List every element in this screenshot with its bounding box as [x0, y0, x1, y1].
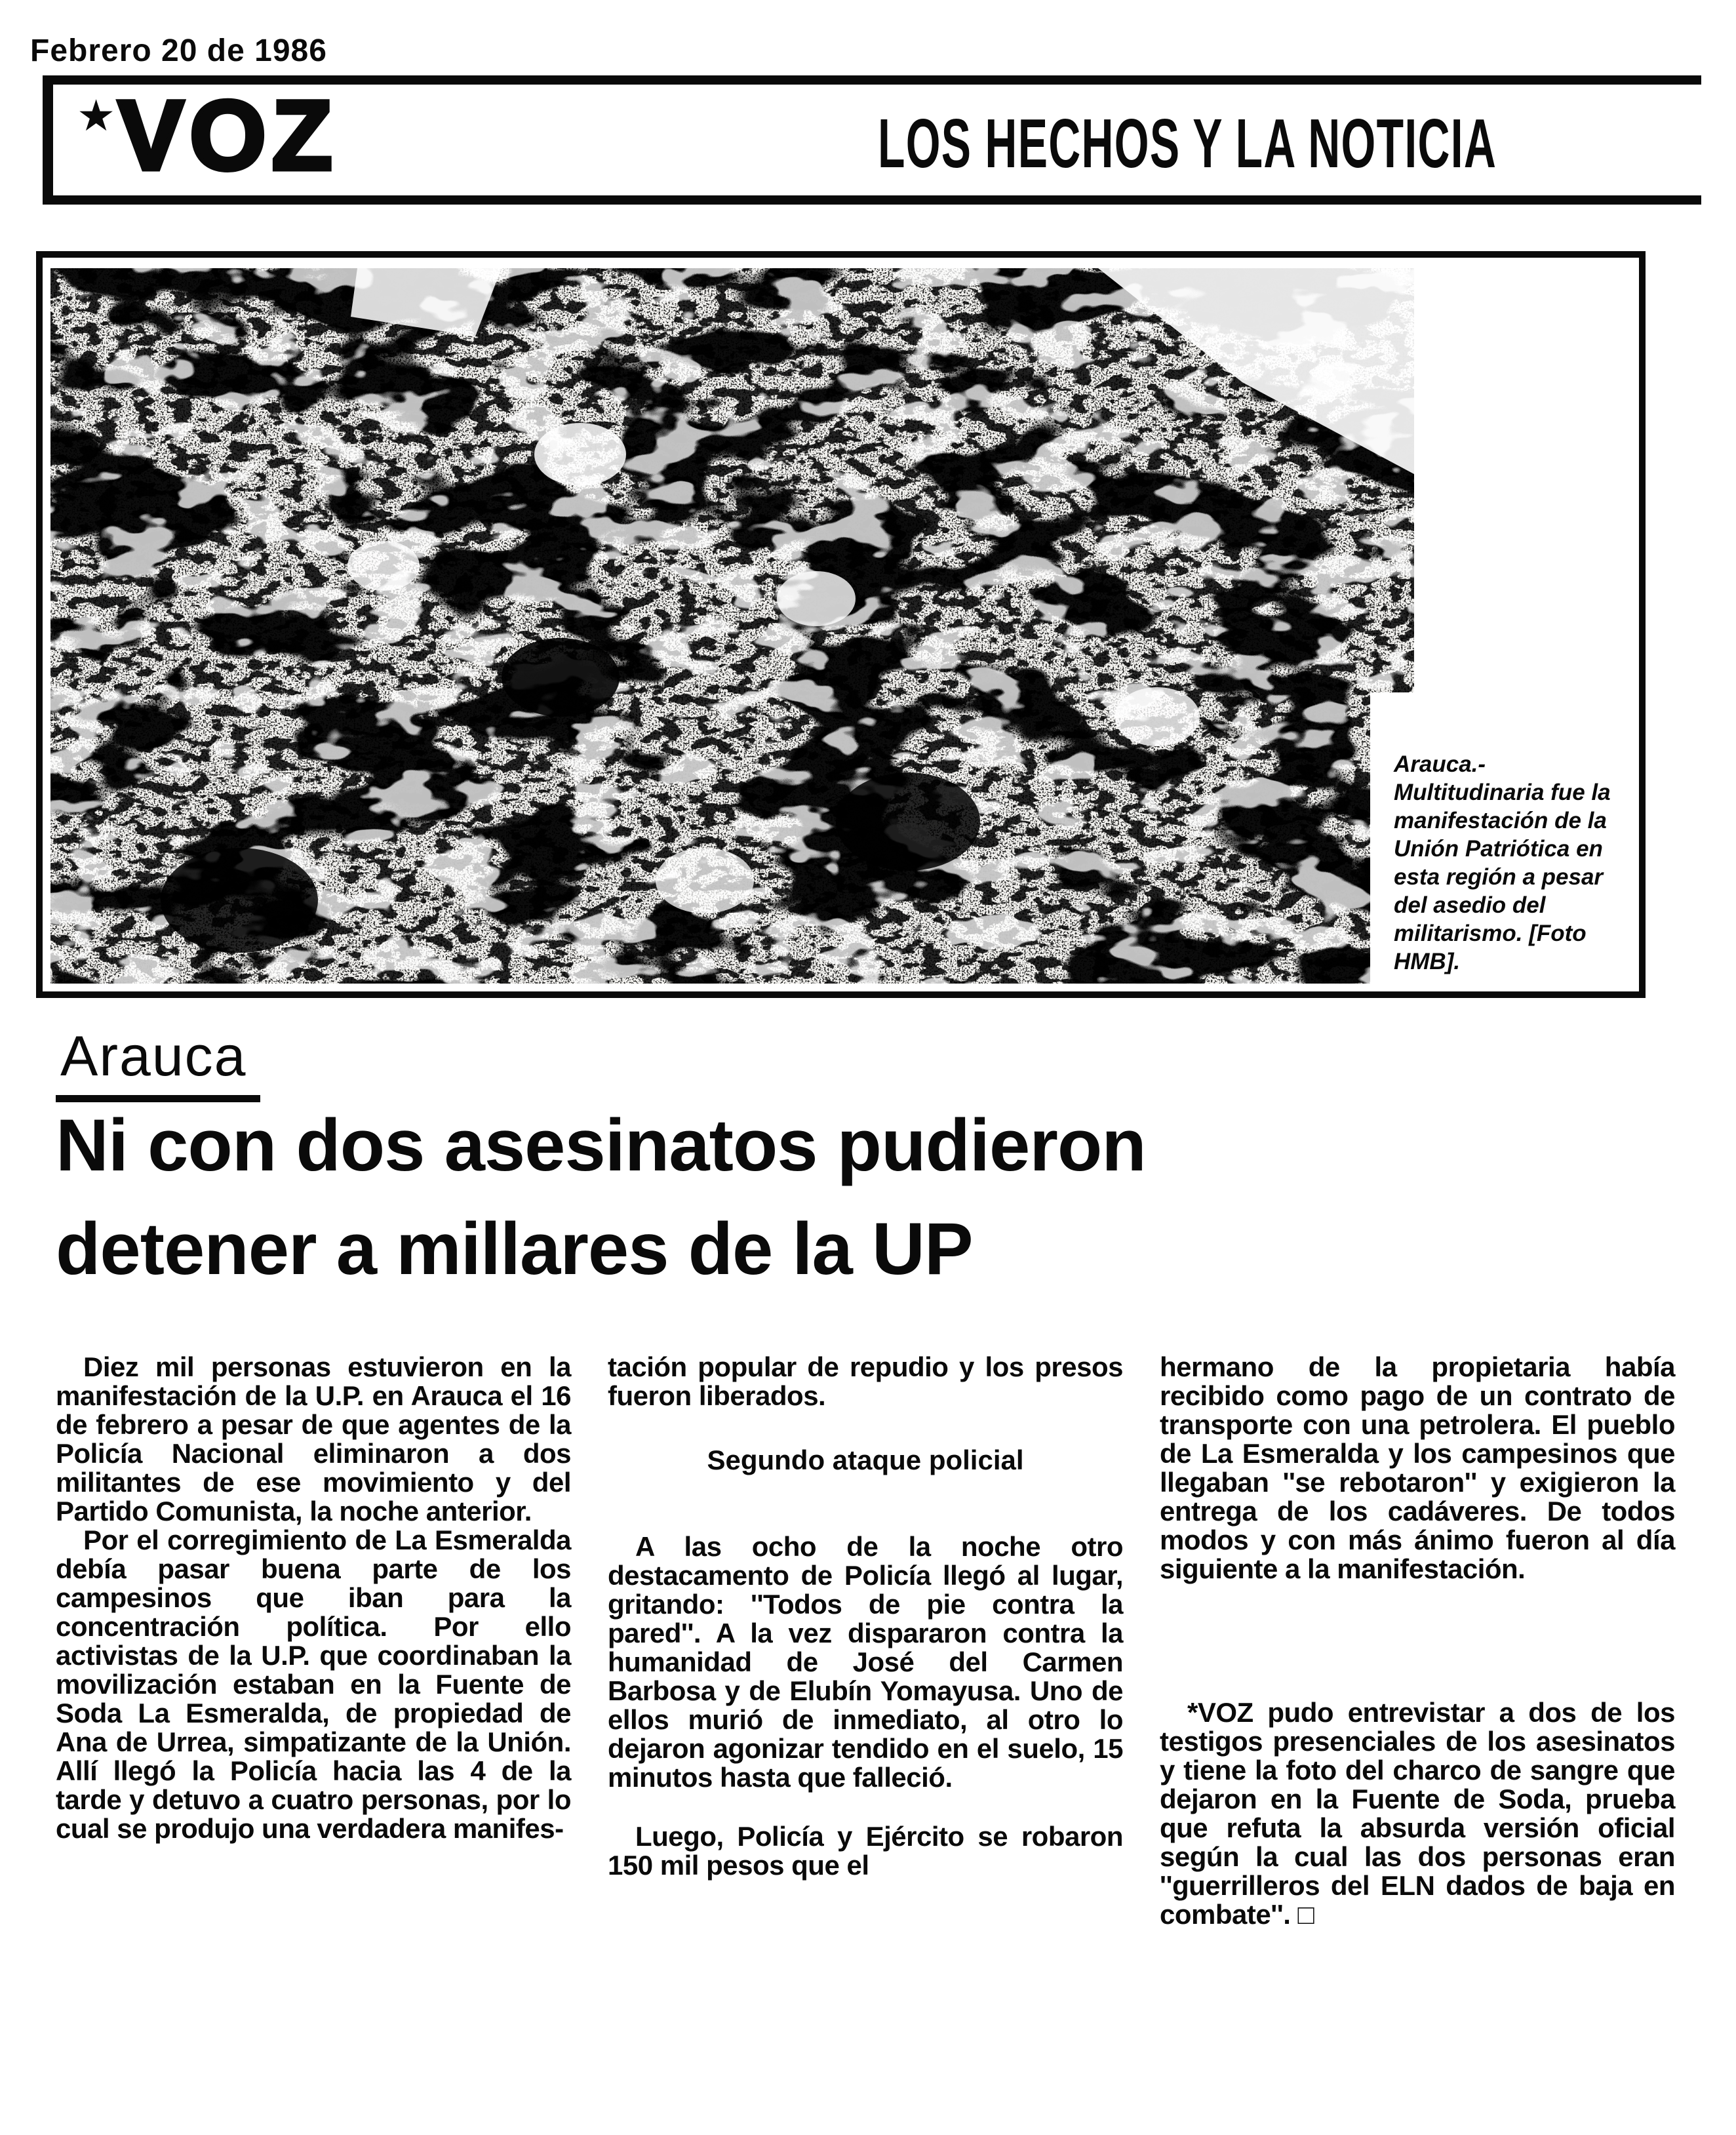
article-column-2 [608, 1353, 1123, 1929]
headline [56, 1094, 1701, 1301]
article-column-1 [56, 1353, 571, 1929]
crowd-photo [36, 251, 1646, 998]
article-columns [56, 1353, 1675, 1929]
masthead-banner-title: LOS HECHOS Y LA NOTICIA [878, 105, 1497, 182]
headline-line-2: detener a millares de la UP [56, 1208, 973, 1290]
column-subhead: Segundo ataque policial [707, 1445, 1024, 1475]
voz-logo [77, 80, 338, 190]
article-paragraph: Luego, Policía y Ejército se robaron 150 mil pesos que el [608, 1821, 1123, 1881]
photo-caption: Arauca.- Multitudinaria fue la manifestación de la Unión Patriótica en esta región a pesar del asedio del militarismo. [Foto HMB]. [1370, 692, 1635, 986]
date-line: Febrero 20 de 1986 [30, 33, 327, 68]
article-paragraph: A las ocho de la noche otro destacamento de Policía llegó al lugar, gritando: ''Todos de pie contra la pared''. A la vez dispararon contra la humanidad de José del Carmen Barbosa y de Elubín Yomayusa. Uno de ellos murió de inmediato, al otro lo dejaron agonizar tendido en el suelo, 15 minutos hasta que falleció. [608, 1531, 1123, 1793]
voz-logo-text: VOZ [118, 80, 338, 190]
article-column-3 [1160, 1353, 1675, 1929]
article-paragraph: tación popular de repudio y los presos fueron liberados. [608, 1351, 1123, 1411]
article-paragraph: Diez mil personas estuvieron en la manifestación de la U.P. en Arauca el 16 de febrero a pesar de que agentes de la Policía Nacional eliminaron a dos militantes de ese movimiento y del Partido Comunista, la noche anterior. [56, 1351, 571, 1526]
article-paragraph: hermano de la propietaria había recibido como pago de un contrato de transporte con una petrolera. El pueblo de La Esmeralda y los campesinos que llegaban ''se rebotaron'' y exigieron la entrega de los cadáveres. De todos modos y con más ánimo fueron al día siguiente a la manifestación. [1160, 1351, 1675, 1584]
headline-line-1: Ni con dos asesinatos pudieron [56, 1104, 1146, 1186]
masthead-band [43, 75, 1701, 205]
article-paragraph: *VOZ pudo entrevistar a dos de los testigos presenciales de los asesinatos y tiene la foto del charco de sangre que dejaron en la Fuente de Soda, prueba que refuta la absurda versión oficial según la cual las dos personas eran ''guerrilleros del ELN dados de baja en combate''. □ [1160, 1697, 1675, 1930]
section-kicker: Arauca [60, 1025, 247, 1088]
star-icon: ★ [77, 91, 116, 140]
article-paragraph: Por el corregimiento de La Esmeralda debía pasar buena parte de los campesinos que iban para la concentración política. Por ello activistas de la U.P. que coordinaban la movilización estaban en la Fuente de Soda La Esmeralda, de propiedad de Ana de Urrea, simpatizante de la Unión. Allí llegó la Policía hacia las 4 de la tarde y detuvo a cuatro personas, por lo cual se produjo una verdadera manifes- [56, 1525, 571, 1844]
